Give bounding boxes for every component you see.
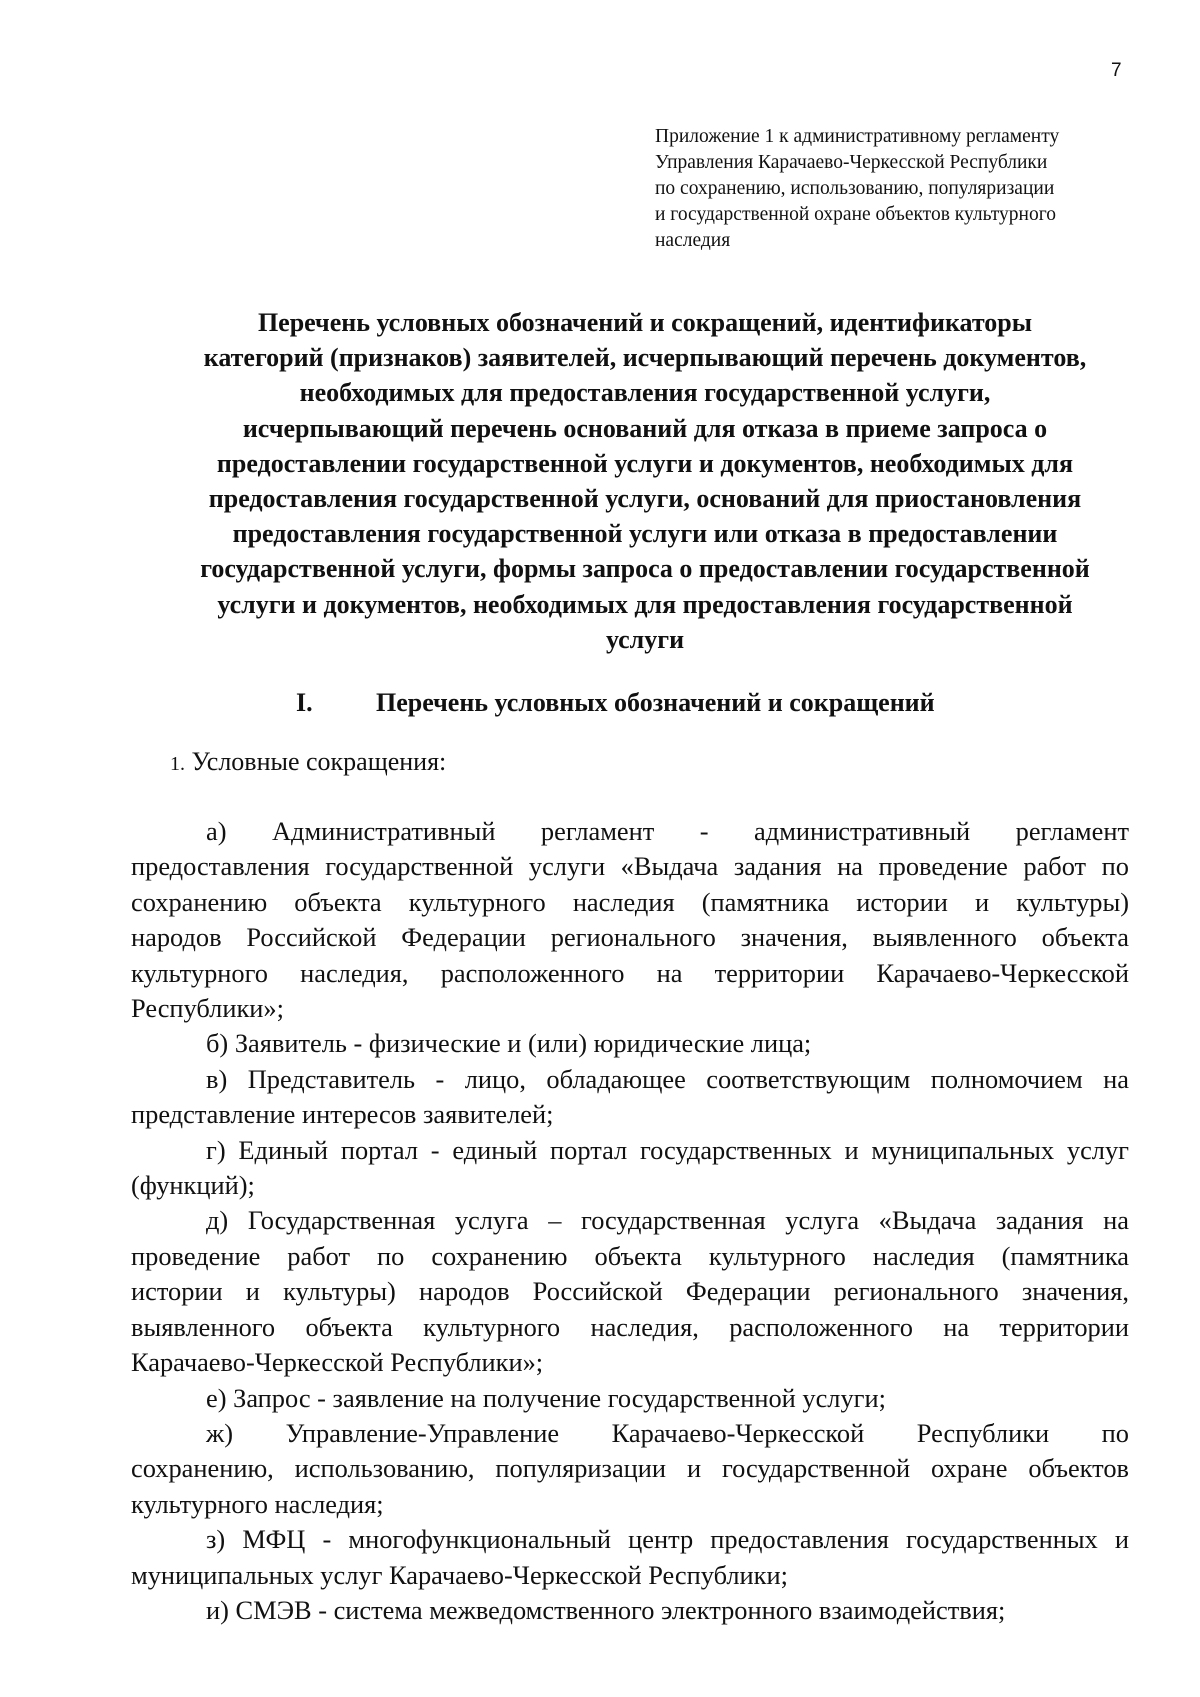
paragraph-line: культурного наследия, расположенного на территории Карачаево-Черкесской xyxy=(131,957,1129,988)
title-line: государственной услуги, формы запроса о предоставлении государственной xyxy=(200,554,1090,584)
abbreviations-list xyxy=(131,814,1129,1628)
paragraph-line: выявленного объекта культурного наследия, расположенного на территории xyxy=(131,1311,1129,1342)
paragraph-line: культурного наследия; xyxy=(131,1488,384,1519)
item-number: 1. xyxy=(170,753,185,775)
item-text: Условные сокращения: xyxy=(191,747,447,776)
appendix-line: наследия xyxy=(655,230,731,251)
page-number: 7 xyxy=(1111,60,1122,81)
section-number: I. xyxy=(296,688,313,717)
paragraph-line: сохранению, использованию, популяризации и государственной охране объектов xyxy=(131,1453,1129,1484)
title-line: услуги и документов, необходимых для предоставления государственной xyxy=(217,589,1073,619)
paragraph-line: е) Запрос - заявление на получение государственной услуги; xyxy=(206,1382,886,1413)
paragraph-line: з) МФЦ - многофункциональный центр предоставления государственных и xyxy=(206,1524,1129,1555)
paragraph-line: Карачаево-Черкесской Республики»; xyxy=(131,1347,544,1378)
section-heading xyxy=(296,687,935,719)
appendix-line: Управления Карачаево-Черкесской Республики xyxy=(655,152,1048,173)
paragraph-line: Республики»; xyxy=(131,993,284,1024)
paragraph-line: представление интересов заявителей; xyxy=(131,1099,554,1130)
paragraph-line: предоставления государственной услуги «Выдача задания на проведение работ по xyxy=(131,851,1129,882)
appendix-note xyxy=(655,124,1125,254)
paragraph-line: а) Административный регламент - административный регламент xyxy=(206,816,1129,846)
paragraph-line: и) СМЭВ - система межведомственного электронного взаимодействия; xyxy=(206,1594,1006,1625)
title-line: услуги xyxy=(605,624,685,654)
paragraph-line: г) Единый портал - единый портал государственных и муниципальных услуг xyxy=(206,1134,1129,1165)
title-line: предоставления государственной услуги, оснований для приостановления xyxy=(208,484,1082,514)
paragraph-line: ж) Управление-Управление Карачаево-Черкесской Республики по xyxy=(206,1417,1129,1448)
paragraph-line: истории и культуры) народов Российской Федерации регионального значения, xyxy=(131,1276,1129,1307)
title-line: Перечень условных обозначений и сокращений, идентификаторы xyxy=(257,308,1033,337)
paragraph-line: муниципальных услуг Карачаево-Черкесской Республики; xyxy=(131,1559,788,1590)
list-item-heading xyxy=(170,746,446,780)
document-title xyxy=(120,305,1170,657)
title-line: предоставления государственной услуги или отказа в предоставлении xyxy=(232,519,1058,549)
paragraph-line: д) Государственная услуга – государственная услуга «Выдача задания на xyxy=(206,1205,1129,1236)
paragraph-line: б) Заявитель - физические и (или) юридические лица; xyxy=(206,1028,812,1059)
title-line: предоставлении государственной услуги и документов, необходимых для xyxy=(216,448,1074,478)
appendix-line: и государственной охране объектов культурного xyxy=(655,204,1056,225)
title-line: исчерпывающий перечень оснований для отказа в приеме запроса о xyxy=(242,413,1048,443)
paragraph-line: сохранению объекта культурного наследия (памятника истории и культуры) xyxy=(131,886,1129,917)
paragraph-line: (функций); xyxy=(131,1170,255,1201)
appendix-line: по сохранению, использованию, популяризации xyxy=(655,178,1055,199)
title-line: необходимых для предоставления государственной услуги, xyxy=(299,378,991,408)
paragraph-line: в) Представитель - лицо, обладающее соответствующим полномочием на xyxy=(206,1063,1129,1094)
section-title: Перечень условных обозначений и сокращений xyxy=(376,688,935,717)
paragraph-line: народов Российской Федерации регионального значения, выявленного объекта xyxy=(131,922,1129,953)
title-line: категорий (признаков) заявителей, исчерпывающий перечень документов, xyxy=(203,343,1087,373)
appendix-line: Приложение 1 к административному регламенту xyxy=(655,126,1060,147)
paragraph-line: проведение работ по сохранению объекта культурного наследия (памятника xyxy=(131,1240,1129,1271)
